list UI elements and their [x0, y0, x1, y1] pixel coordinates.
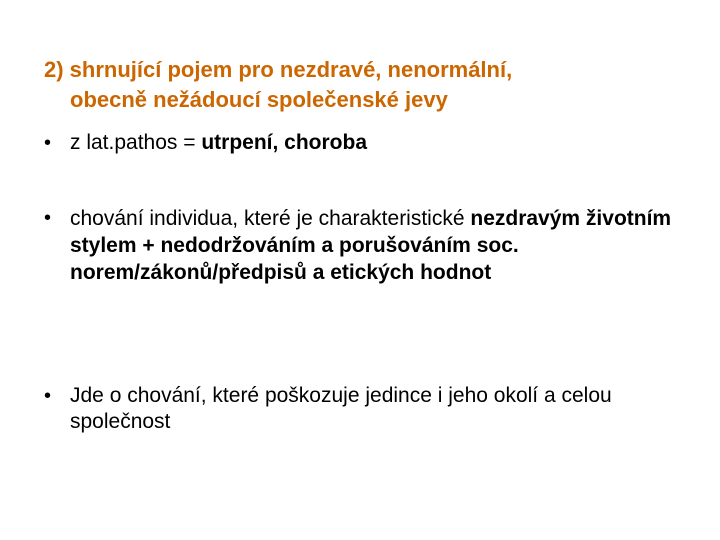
bullet-text: [44, 130, 694, 156]
bullet-icon: •: [44, 132, 52, 154]
bullet-prefix: z lat.pathos =: [70, 131, 202, 154]
bullet-icon: •: [44, 207, 52, 229]
bullet-text: [44, 205, 694, 286]
bullet-item: [44, 205, 694, 286]
bullet-text: Jde o chování, které poškozuje jedince i jeho okolí a celou společnost: [70, 384, 612, 433]
bullet-item: [44, 130, 694, 156]
heading-line-1: 2) shrnující pojem pro nezdravé, nenormální,: [44, 57, 513, 82]
bullet-prefix: chování individua, které je charakteristické: [70, 207, 471, 230]
bullet-item: [44, 383, 694, 435]
bullet-emphasis: nezdravým životním stylem + nedodržováním a porušováním soc. norem/zákonů/předpisů a etických hodnot: [70, 207, 672, 284]
heading-line-2: obecně nežádoucí společenské jevy: [70, 87, 448, 112]
bullet-icon: •: [44, 385, 52, 407]
bullet-emphasis: utrpení, choroba: [201, 131, 368, 154]
slide-heading: [44, 55, 684, 115]
